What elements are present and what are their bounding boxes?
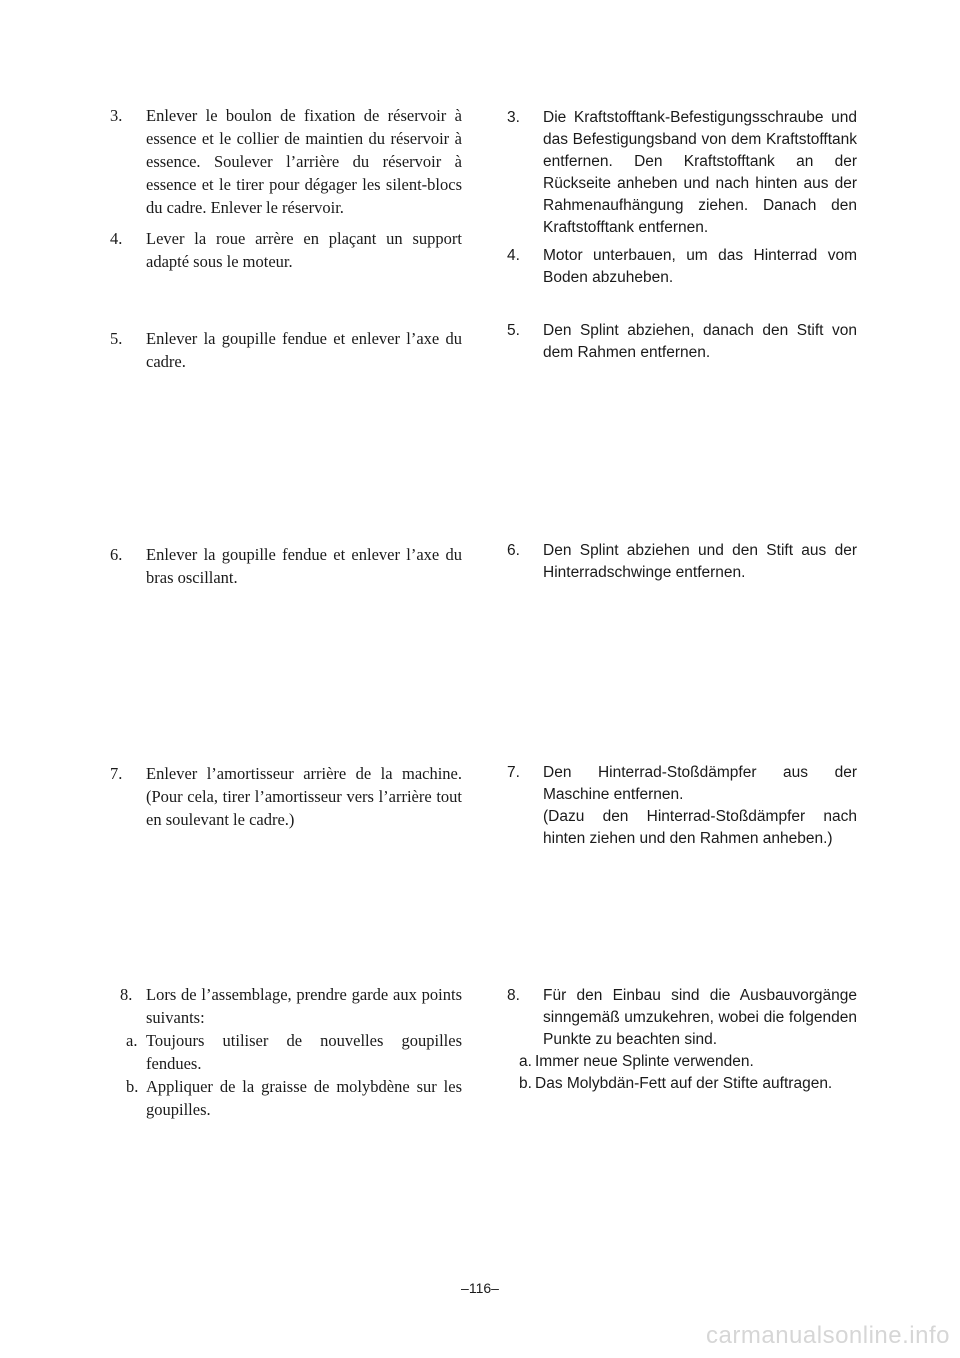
substep-letter: a. [519,1053,532,1070]
step-number: 7. [110,764,123,783]
step-number: 6. [507,542,520,559]
step-number: 5. [110,329,123,348]
step-text: Enlever l’amortisseur arrière de la machine. (Pour cela, tirer l’amortisseur vers l’arrière tout en soulevant le cadre.) [146,764,462,829]
step-text: Lever la roue arrère en plaçant un support adapté sous le moteur. [146,229,462,271]
fr-step-7 [110,762,462,831]
substep-letter: a. [126,1031,138,1050]
fr-step-6 [110,543,462,589]
de-step-4 [507,245,857,289]
step-number: 4. [507,247,520,264]
step-text: Den Hinterrad-Stoßdämpfer aus der Maschine entfernen. [543,764,857,803]
substep-text: Appliquer de la graisse de molybdène sur les goupilles. [146,1077,462,1119]
step-text: Lors de l’assemblage, prendre garde aux points suivants: [146,985,462,1027]
page-number: –116– [461,1280,499,1296]
de-step-6 [507,540,857,584]
substep-text: Das Molybdän-Fett auf der Stifte auftragen. [535,1075,833,1092]
de-step-7 [507,762,857,850]
step-text: Den Splint abziehen und den Stift aus der Hinterradschwinge entfernen. [543,542,857,581]
step-text: Enlever la goupille fendue et enlever l’axe du cadre. [146,329,462,371]
step-number: 5. [507,322,520,339]
fr-step-8 [110,983,462,1121]
de-step-5 [507,320,857,364]
step-number: 4. [110,229,123,248]
fr-step-3 [110,104,462,219]
step-note: (Dazu den Hinterrad-Stoßdämpfer nach hinten ziehen und den Rahmen anheben.) [543,808,857,847]
step-text: Den Splint abziehen, danach den Stift von dem Rahmen entfernen. [543,322,857,361]
step-text: Enlever la goupille fendue et enlever l’axe du bras oscillant. [146,545,462,587]
de-step-8 [507,985,857,1095]
substep-text: Toujours utiliser de nouvelles goupilles fendues. [146,1031,462,1073]
step-text: Enlever le boulon de fixation de réservoir à essence et le collier de maintien du réservoir à essence. Soulever l’arrière du réservoir à essence et le tirer pour dégager les silent-blocs du cadre. Enlever le réservoir. [146,106,462,217]
step-text: Für den Einbau sind die Ausbauvorgänge sinngemäß umzukehren, wobei die folgenden Punkte zu beachten sind. [543,987,857,1048]
substep-letter: b. [126,1077,139,1096]
substep-text: Immer neue Splinte verwenden. [535,1053,754,1070]
step-text: Die Kraftstofftank-Befestigungsschraube und das Befestigungsband von dem Kraftstofftank entfernen. Den Kraftstofftank an der Rückseite anheben und nach hinten aus der Rahmenaufhängung ziehen. Danach den Kraftstofftank entfernen. [543,109,857,236]
fr-step-4 [110,227,462,273]
fr-step-5 [110,327,462,373]
substep-letter: b. [519,1075,532,1092]
step-number: 3. [507,109,520,126]
step-number: 8. [507,987,520,1004]
step-text: Motor unterbauen, um das Hinterrad vom Boden abzuheben. [543,247,857,286]
de-step-3 [507,107,857,239]
step-number: 3. [110,106,123,125]
step-number: 7. [507,764,520,781]
watermark: carmanualsonline.info [706,1322,950,1349]
step-number: 6. [110,545,123,564]
step-number: 8. [120,985,133,1004]
